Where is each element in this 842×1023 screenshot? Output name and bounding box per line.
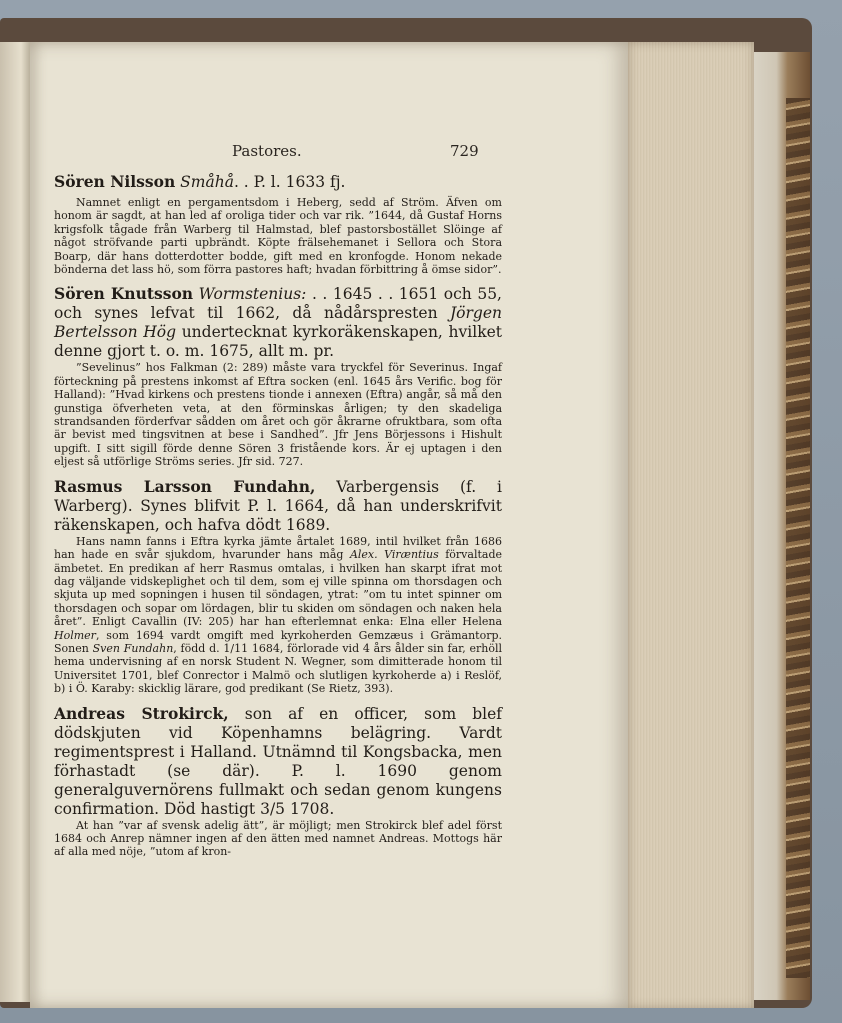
entry-heading-part: son af en officer, som blef dödskjuten vid Köpenhamns belägring. Vardt regimentsprest i Halland. Utnämnd til Kongsbacka, men förhastadt (se där). P. l. 1690 genom generalguvernörens fullmakt och sedan genom kungens confirmation. Död hastigt 3/5 1708. bbox=[54, 704, 502, 818]
entry-note-part: Alex. Viræntius bbox=[349, 548, 439, 562]
entry-heading-part: undertecknat kyrkoräkenskapen, hvilket denne gjort t. o. m. 1675, allt m. pr. bbox=[54, 323, 502, 361]
entry-note: Namnet enligt en pergamentsdom i Heberg, sedd af Ström. Äfven om honom är sagdt, at han led af oroliga tider och var rik. ”1644, då Gustaf Horns krigsfolk tågade från Warberg til Halmstad, blef pastorsbostället Slöinge af något ströfvande parti upbrändt. Köpte frälsehemanet i Sellora och Stora Boarp, där hans dotterdotter bodde, gift med en kronfogde. Honom nekade bönderna det lass hö, som förra pastores haft; hvadan förbittring å ömse sidor”. bbox=[54, 196, 502, 277]
entry bbox=[54, 172, 502, 276]
entry-name: Sören Knutsson bbox=[54, 284, 194, 304]
entry bbox=[54, 477, 502, 696]
cover-marbling bbox=[786, 98, 810, 978]
entry-note-part: förvaltade ämbetet. En predikan af herr Rasmus omtalas, i hvilken han skarpt ifrat mot dag väljande vidskeplighet och til dem, som ej ville spinna om thorsdagen och skjuta up med sopningen i husen til söndagen, ytrat: ”om tu intet spinner om thorsdagen och sopar om lördagen, blir tu skiden om söndagen och naken hela året”. Enligt Cavallin (IV: 205) har han efterlemnat enka: Elna eller Helena bbox=[54, 548, 502, 629]
entry-heading bbox=[54, 477, 502, 535]
entry bbox=[54, 284, 502, 468]
entry-name: Rasmus Larsson Fundahn, bbox=[54, 476, 316, 496]
entry-heading-part: Småhå bbox=[180, 173, 234, 191]
running-head-title: Pastores. bbox=[232, 142, 302, 160]
entry-name: Andreas Strokirck, bbox=[54, 703, 229, 723]
entry-heading bbox=[54, 172, 502, 192]
entry-note-part: Hans namn fanns i Eftra kyrka jämte årtalet 1689, intil hvilket från 1686 han hade en svår sjukdom, hvarunder hans måg bbox=[54, 534, 502, 562]
entry-heading-part: Jörgen Bertelsson Hög bbox=[54, 304, 502, 342]
entry-note-part: Sven Fundahn bbox=[92, 641, 174, 655]
entry-note: ”Sevelinus” hos Falkman (2: 289) måste vara tryckfel för Severinus. Ingaf förteckning på prestens inkomst af Eftra socken (enl. 1645 års Verific. bog för Halland): ”Hvad kirkens och prestens tionde i annexen (Eftra) angår, så må den gunstiga öfverheten veta, at den förminskas årligen; ty den skadeliga strandsanden förderfvar sådden om året och gör åkrarne ofruktbara, som ofta är bevist med tingsvitnen at bese i Sandhed”. Jfr Jens Börjessons i Hishult upgift. I sitt sigill förde denne Sören 3 fristående kors. Är ej uptagen i den eljest så utförlige Ströms series. Jfr sid. 727. bbox=[54, 361, 502, 469]
entry-note: At han ”var af svensk adelig ätt”, är möjligt; men Strokirck blef adel först 1684 och Anrep nämner ingen af den ätten med namnet Andreas. Mottogs här af alla med nöje, ”utom af kron- bbox=[54, 818, 502, 859]
page-text bbox=[54, 172, 502, 867]
entry-name: Sören Nilsson bbox=[54, 172, 176, 191]
book bbox=[0, 18, 812, 1008]
entry-note-part: Holmer bbox=[54, 628, 96, 642]
entry-heading-part: . . 1645 . . 1651 och 55, och synes lefvat til 1662, då nådårspresten bbox=[54, 285, 502, 323]
page-edges bbox=[628, 42, 754, 1008]
running-head bbox=[30, 142, 628, 166]
entry-note bbox=[54, 535, 502, 696]
left-page-edge bbox=[0, 42, 30, 1002]
entry-heading-part: Varbergensis (f. i Warberg). Synes blifvit P. l. 1664, då han underskrifvit räkenskapen, och hafva dödt 1689. bbox=[54, 477, 502, 534]
right-page bbox=[30, 42, 628, 1008]
entry-heading-part: Wormstenius: bbox=[198, 285, 307, 304]
entry-note-part: , som 1694 vardt omgift med kyrkoherden Gemzæus i Grämantorp. Sonen bbox=[54, 628, 502, 655]
entry-heading bbox=[54, 284, 502, 361]
page-number: 729 bbox=[450, 142, 479, 160]
entry bbox=[54, 704, 502, 859]
entry-heading bbox=[54, 704, 502, 819]
entry-heading-part: . . P. l. 1633 fj. bbox=[233, 173, 346, 191]
entry-note-part: , född d. 1/11 1684, förlorade vid 4 års ålder sin far, erhöll hema undervisning af en norsk Student N. Wegner, som dimitterade honom til Universitet 1701, blef Conrector i Malmö och slutligen kyrkoherde a) i Reslöf, b) i Ö. Karaby: skicklig lärare, god predikant (Se Rietz, 393). bbox=[54, 641, 502, 696]
